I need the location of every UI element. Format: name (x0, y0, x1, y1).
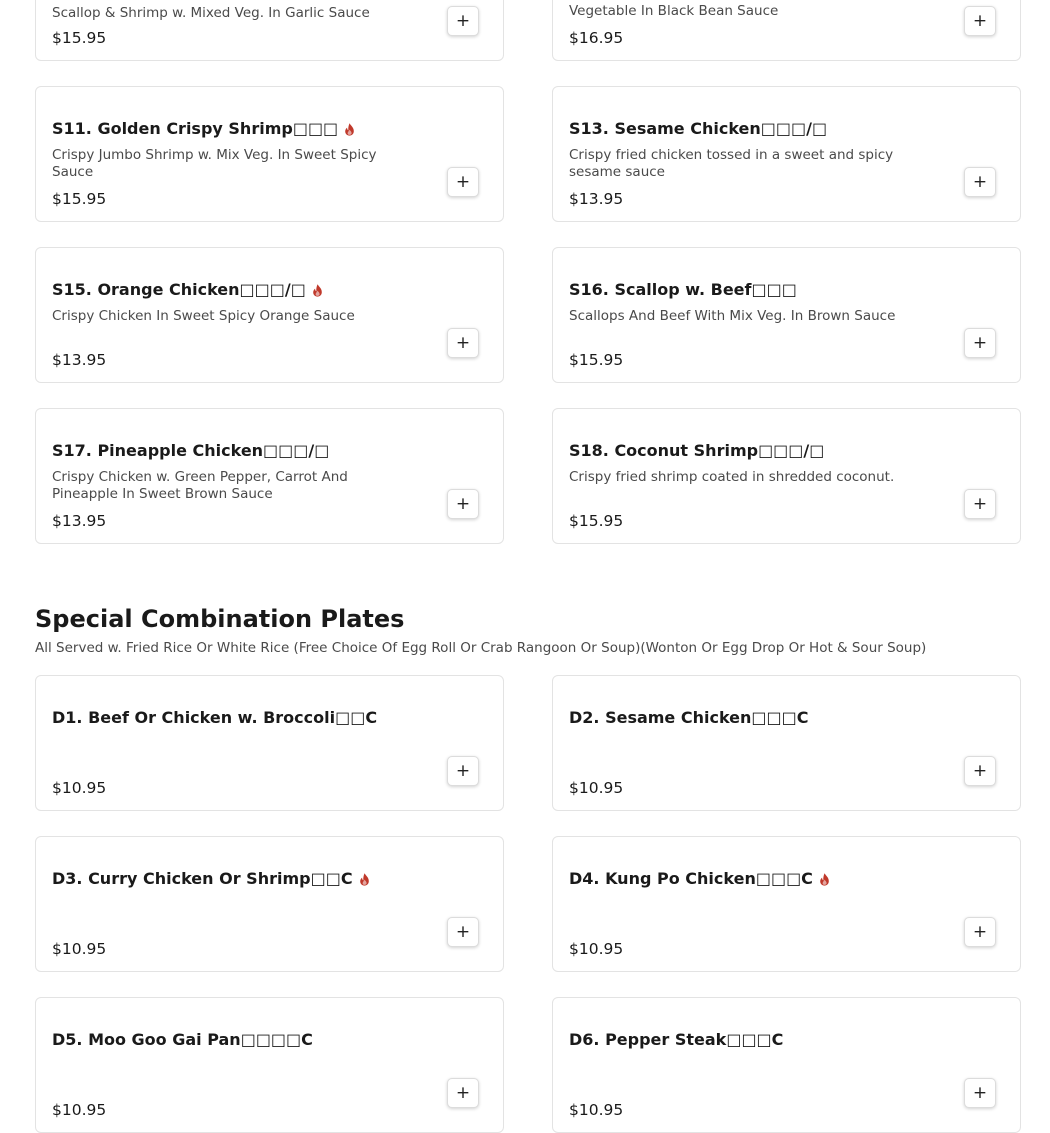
plus-icon: + (972, 332, 988, 353)
item-name: D1. Beef Or Chicken w. Broccoli□□C (52, 708, 378, 727)
add-to-cart-button[interactable] (964, 756, 996, 786)
menu-item-card[interactable] (35, 247, 504, 383)
menu-item-card[interactable] (35, 86, 504, 222)
item-name: S17. Pineapple Chicken□□□/□ (52, 441, 330, 460)
item-name: D3. Curry Chicken Or Shrimp□□C (52, 869, 353, 888)
add-to-cart-button[interactable] (447, 1078, 479, 1108)
add-to-cart-button[interactable] (447, 167, 479, 197)
item-price: $15.95 (52, 190, 107, 208)
item-name-row (569, 119, 827, 139)
item-name-row (52, 441, 329, 461)
plus-icon: + (972, 1082, 988, 1103)
item-name-row (569, 708, 809, 728)
plus-icon: + (455, 760, 471, 781)
menu-item-card[interactable] (552, 675, 1021, 811)
item-name: D4. Kung Po Chicken□□□C (569, 869, 813, 888)
add-to-cart-button[interactable] (447, 917, 479, 947)
plus-icon: + (972, 760, 988, 781)
add-to-cart-button[interactable] (447, 489, 479, 519)
item-price: $15.95 (52, 29, 107, 47)
item-description: Scallops And Beef With Mix Veg. In Brown Sauce (569, 308, 896, 324)
menu-item-card[interactable] (552, 247, 1021, 383)
combo-grid (35, 675, 1021, 1133)
flame-icon (344, 123, 355, 136)
menu-item-card[interactable] (552, 408, 1021, 544)
item-price: $10.95 (569, 940, 624, 958)
plus-icon: + (455, 1082, 471, 1103)
item-name-row (569, 869, 830, 889)
section-title: Special Combination Plates (35, 605, 405, 633)
flame-icon (312, 284, 323, 297)
item-price: $10.95 (52, 940, 107, 958)
plus-icon: + (972, 921, 988, 942)
item-name: S11. Golden Crispy Shrimp□□□ (52, 119, 339, 138)
plus-icon: + (972, 493, 988, 514)
add-to-cart-button[interactable] (964, 489, 996, 519)
item-name-row (569, 1030, 783, 1050)
menu-item-card[interactable] (552, 997, 1021, 1133)
item-description: Crispy Jumbo Shrimp w. Mix Veg. In Sweet Spicy Sauce (52, 147, 377, 180)
plus-icon: + (455, 10, 471, 31)
item-price: $10.95 (569, 779, 624, 797)
add-to-cart-button[interactable] (964, 167, 996, 197)
item-name: D6. Pepper Steak□□□C (569, 1030, 784, 1049)
plus-icon: + (972, 171, 988, 192)
item-name-row (52, 1030, 313, 1050)
item-name: S16. Scallop w. Beef□□□ (569, 280, 797, 299)
add-to-cart-button[interactable] (964, 1078, 996, 1108)
item-name: S15. Orange Chicken□□□/□ (52, 280, 306, 299)
menu-item-card[interactable] (35, 836, 504, 972)
add-to-cart-button[interactable] (964, 328, 996, 358)
menu-item-card[interactable] (35, 997, 504, 1133)
item-name: S13. Sesame Chicken□□□/□ (569, 119, 828, 138)
item-name-row (52, 869, 370, 889)
item-name: S18. Coconut Shrimp□□□/□ (569, 441, 825, 460)
item-description: Crispy Chicken w. Green Pepper, Carrot And Pineapple In Sweet Brown Sauce (52, 469, 348, 502)
item-price: $10.95 (52, 1101, 107, 1119)
item-price: $13.95 (52, 351, 107, 369)
plus-icon: + (972, 10, 988, 31)
item-price: $13.95 (52, 512, 107, 530)
add-to-cart-button[interactable] (964, 917, 996, 947)
item-description: Vegetable In Black Bean Sauce (569, 3, 779, 19)
item-name: D5. Moo Goo Gai Pan□□□□C (52, 1030, 313, 1049)
menu-item-card[interactable] (552, 0, 1021, 61)
plus-icon: + (455, 493, 471, 514)
item-price: $16.95 (569, 29, 624, 47)
item-name-row (569, 441, 824, 461)
menu-item-card[interactable] (35, 0, 504, 61)
menu-item-card[interactable] (35, 408, 504, 544)
menu-item-card[interactable] (552, 86, 1021, 222)
item-description: Crispy Chicken In Sweet Spicy Orange Sauce (52, 308, 355, 324)
add-to-cart-button[interactable] (447, 6, 479, 36)
item-price: $15.95 (569, 351, 624, 369)
item-price: $13.95 (569, 190, 624, 208)
combo-section-header (35, 603, 1021, 657)
item-description: Scallop & Shrimp w. Mixed Veg. In Garlic Sauce (52, 5, 370, 21)
item-price: $10.95 (52, 779, 107, 797)
plus-icon: + (455, 171, 471, 192)
item-price: $15.95 (569, 512, 624, 530)
item-price: $10.95 (569, 1101, 624, 1119)
flame-icon (359, 873, 370, 886)
plus-icon: + (455, 332, 471, 353)
item-description: Crispy fried chicken tossed in a sweet and spicy sesame sauce (569, 147, 894, 180)
item-name-row (52, 280, 323, 300)
item-name-row (569, 280, 797, 300)
menu-item-card[interactable] (35, 675, 504, 811)
item-name-row (52, 119, 355, 139)
add-to-cart-button[interactable] (447, 756, 479, 786)
item-name: D2. Sesame Chicken□□□C (569, 708, 809, 727)
add-to-cart-button[interactable] (964, 6, 996, 36)
item-description: Crispy fried shrimp coated in shredded coconut. (569, 469, 895, 485)
add-to-cart-button[interactable] (447, 328, 479, 358)
item-name-row (52, 708, 377, 728)
plus-icon: + (455, 921, 471, 942)
section-subtitle: All Served w. Fried Rice Or White Rice (Free Choice Of Egg Roll Or Crab Rangoon Or Soup)(Wonton Or Egg Drop Or Hot & Sour Soup) (35, 640, 927, 656)
specialties-grid (35, 0, 1021, 544)
flame-icon (819, 873, 830, 886)
menu-item-card[interactable] (552, 836, 1021, 972)
